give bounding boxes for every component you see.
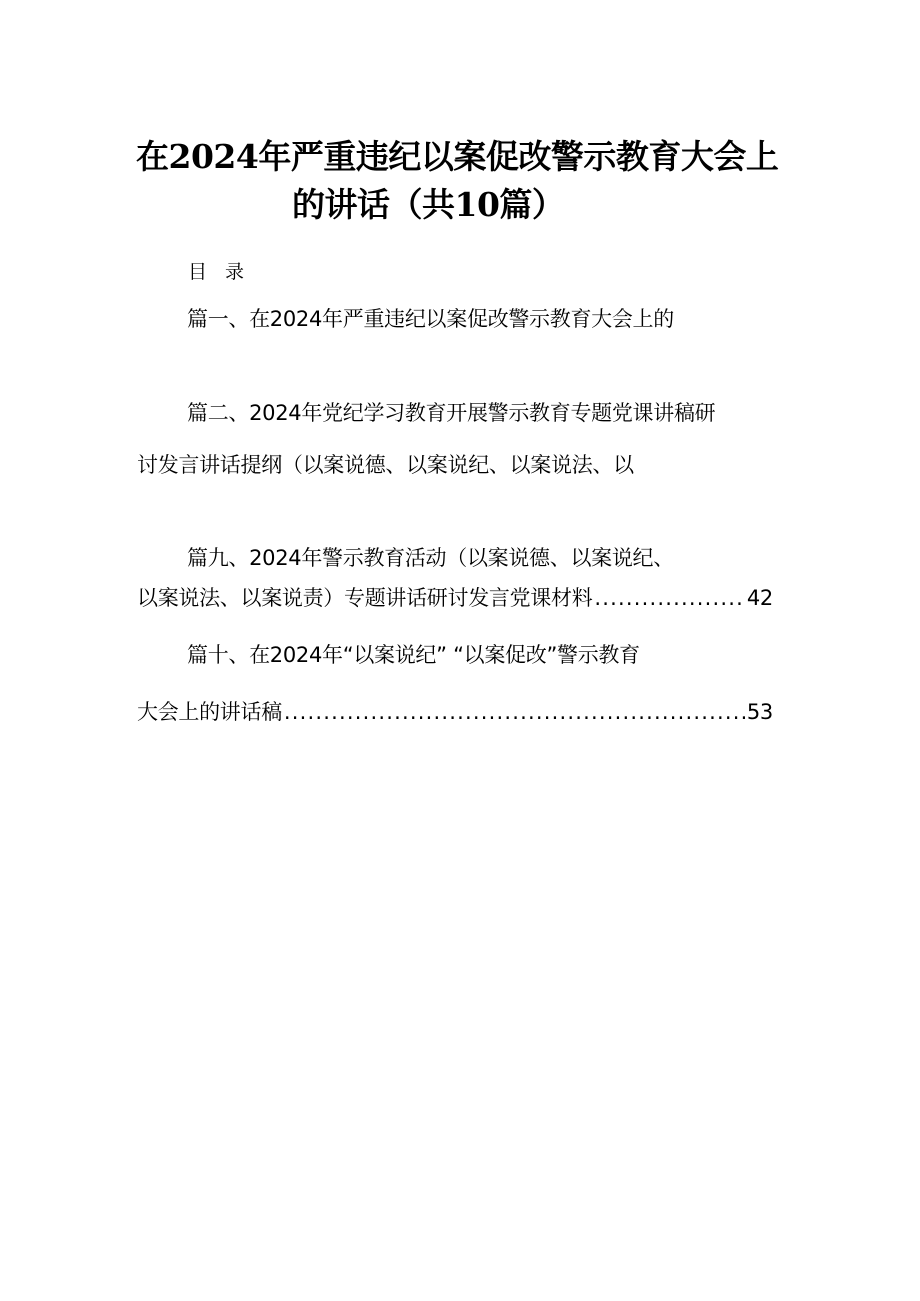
document-title-line-2: 的讲话（共10篇） bbox=[292, 185, 565, 224]
toc-entry-9-page-number: 42 bbox=[746, 586, 773, 610]
toc-entry-9-text: 以案说法、以案说责）专题讲话研讨发言党课材料 bbox=[137, 586, 593, 610]
toc-entry-9-line-1[interactable]: 篇九、2024年警示教育活动（以案说德、以案说纪、 bbox=[187, 546, 674, 570]
toc-entry-2-line-2[interactable]: 讨发言讲话提纲（以案说德、以案说纪、以案说法、以 bbox=[137, 453, 634, 477]
document-title-line-1: 在2024年严重违纪以案促改警示教育大会上 bbox=[136, 137, 779, 176]
dot-leader bbox=[284, 698, 745, 726]
toc-entry-1-line-1[interactable]: 篇一、在2024年严重违纪以案促改警示教育大会上的 bbox=[187, 307, 674, 331]
toc-entry-10-line-2[interactable] bbox=[137, 698, 773, 726]
toc-heading: 目 录 bbox=[188, 261, 251, 283]
dot-leader bbox=[594, 584, 744, 612]
toc-entry-10-text: 大会上的讲话稿 bbox=[137, 700, 282, 724]
toc-entry-10-line-1[interactable]: 篇十、在2024年“以案说纪” “以案促改”警示教育 bbox=[187, 643, 640, 667]
toc-entry-10-page-number: 53 bbox=[746, 700, 773, 724]
toc-entry-9-line-2[interactable] bbox=[137, 584, 773, 612]
toc-entry-2-line-1[interactable]: 篇二、2024年党纪学习教育开展警示教育专题党课讲稿研 bbox=[187, 401, 716, 425]
